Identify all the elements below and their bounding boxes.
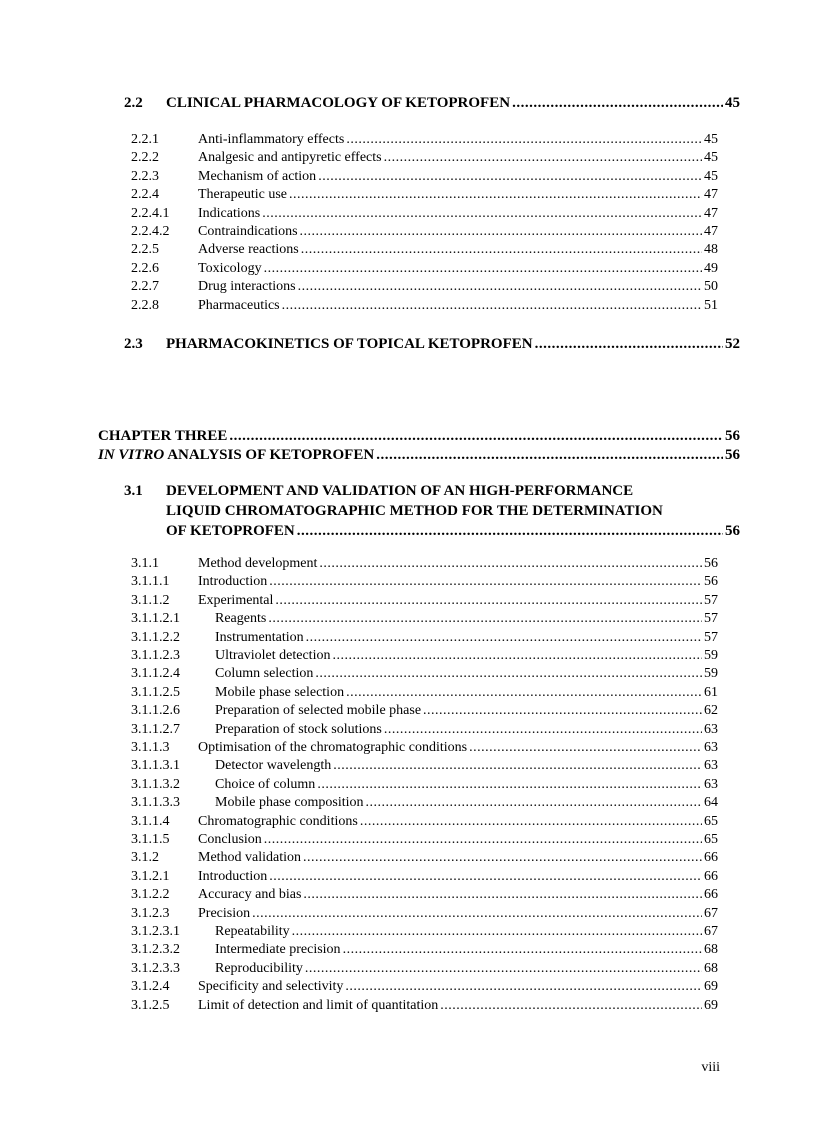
entry-number: 2.2.1 — [131, 132, 159, 147]
entry-number: 3.1.1.5 — [131, 832, 170, 847]
dot-leader — [346, 685, 702, 701]
chapter-subtitle-text: ANALYSIS OF KETOPROFEN — [164, 447, 375, 463]
section-number: 2.2 — [124, 95, 143, 111]
dot-leader — [535, 336, 723, 353]
entry-page: 67 — [704, 905, 718, 921]
entry-title: Experimental — [198, 592, 274, 608]
entry-page: 68 — [704, 960, 718, 976]
entry-title: Intermediate precision — [215, 942, 341, 958]
dot-leader — [512, 95, 723, 112]
dot-leader — [469, 740, 702, 756]
dot-leader — [319, 556, 702, 572]
dot-leader — [317, 777, 702, 793]
toc-entry[interactable] — [131, 814, 718, 831]
entry-title: Ultraviolet detection — [215, 648, 331, 663]
entry-number: 3.1.1.2.2 — [131, 629, 180, 645]
toc-entry[interactable] — [131, 961, 718, 978]
dot-leader — [264, 261, 702, 277]
dot-leader — [345, 979, 702, 995]
section-number: 3.1 — [124, 483, 143, 499]
entry-title: Specificity and selectivity — [198, 979, 344, 995]
entry-title: Chromatographic conditions — [198, 813, 358, 829]
toc-entry[interactable] — [131, 574, 718, 591]
entry-title: Preparation of stock solutions — [215, 721, 382, 737]
toc-section-3-1[interactable] — [124, 483, 740, 543]
entry-page: 66 — [704, 887, 718, 903]
toc-entry[interactable] — [131, 758, 718, 775]
section-page: 45 — [725, 95, 740, 111]
dot-leader — [282, 298, 702, 314]
dot-leader — [332, 648, 702, 664]
toc-chapter-subtitle[interactable] — [98, 447, 740, 465]
entry-number: 2.2.5 — [131, 242, 159, 258]
entry-number: 3.1.2.3.1 — [131, 924, 180, 939]
toc-entry[interactable] — [131, 942, 718, 959]
entry-title: Analgesic and antipyretic effects — [198, 150, 382, 166]
entry-number: 3.1.2 — [131, 850, 159, 866]
toc-entry[interactable] — [131, 261, 718, 278]
entry-number: 3.1.2.4 — [131, 979, 170, 995]
toc-entry[interactable] — [131, 703, 718, 720]
entry-title: Accuracy and bias — [198, 887, 302, 903]
toc-entry[interactable] — [131, 279, 718, 296]
entry-title: Method validation — [198, 850, 302, 866]
entry-page: 57 — [704, 629, 718, 645]
entry-title: Reagents — [215, 611, 267, 627]
dot-leader — [306, 630, 702, 646]
dot-leader — [440, 998, 702, 1014]
entry-page: 47 — [704, 205, 718, 221]
entry-page: 64 — [704, 795, 718, 811]
entry-title: Toxicology — [198, 260, 262, 276]
dot-leader — [384, 150, 702, 166]
dot-leader — [333, 758, 702, 774]
toc-section-2-2[interactable] — [124, 95, 740, 113]
section-page: 56 — [725, 523, 740, 539]
entry-number: 3.1.1 — [131, 556, 159, 571]
entry-number: 3.1.1.2.7 — [131, 721, 180, 737]
entry-page: 57 — [704, 592, 718, 608]
section-title-line-3: OF KETOPROFEN — [166, 523, 295, 539]
toc-entry[interactable] — [131, 298, 718, 315]
entry-page: 66 — [704, 850, 718, 866]
entry-number: 3.1.1.2.4 — [131, 666, 180, 682]
entry-number: 3.1.1.2 — [131, 592, 170, 608]
chapter-title: CHAPTER THREE — [98, 428, 228, 444]
entry-number: 2.2.6 — [131, 260, 159, 276]
entry-title: Adverse reactions — [198, 242, 299, 258]
chapter-page: 56 — [725, 428, 740, 444]
dot-leader — [300, 224, 702, 240]
entry-title: Detector wavelength — [215, 758, 332, 774]
page-number: viii — [701, 1060, 720, 1075]
entry-page: 62 — [704, 703, 718, 719]
entry-number: 3.1.1.3.2 — [131, 776, 180, 792]
entry-page: 69 — [704, 997, 718, 1013]
toc-entry[interactable] — [131, 924, 718, 941]
entry-title: Conclusion — [198, 832, 262, 847]
entry-page: 56 — [704, 574, 718, 590]
chapter-subtitle — [98, 447, 374, 464]
toc-entry[interactable] — [131, 648, 718, 665]
entry-page: 50 — [704, 279, 718, 295]
entry-number: 2.2.3 — [131, 168, 159, 184]
toc-entry[interactable] — [131, 869, 718, 886]
entry-page: 49 — [704, 260, 718, 276]
entry-title: Method development — [198, 556, 318, 571]
entry-number: 3.1.1.3.3 — [131, 795, 180, 811]
entry-number: 2.2.4.2 — [131, 224, 170, 239]
entry-page: 59 — [704, 666, 718, 682]
entry-number: 2.2.2 — [131, 150, 159, 166]
section-title: PHARMACOKINETICS OF TOPICAL KETOPROFEN — [166, 336, 533, 352]
entry-title: Anti-inflammatory effects — [198, 132, 345, 147]
toc-entry[interactable] — [131, 206, 718, 223]
entry-number: 2.2.4 — [131, 187, 159, 203]
dot-leader — [268, 611, 702, 627]
entry-page: 65 — [704, 832, 718, 847]
section-page: 52 — [725, 336, 740, 352]
entry-title: Precision — [198, 905, 251, 921]
entry-number: 3.1.2.3.2 — [131, 942, 180, 958]
entry-page: 68 — [704, 942, 718, 958]
toc-entry[interactable] — [131, 150, 718, 167]
dot-leader — [305, 961, 702, 977]
entry-title: Instrumentation — [215, 629, 304, 645]
entry-title: Introduction — [198, 574, 268, 590]
entry-number: 3.1.2.5 — [131, 997, 170, 1013]
toc-entry[interactable] — [131, 850, 718, 867]
entry-page: 47 — [704, 224, 718, 239]
dot-leader — [423, 703, 702, 719]
section-title-line-1: DEVELOPMENT AND VALIDATION OF AN HIGH-PERFORMANCE — [166, 483, 634, 499]
toc-section-2-3[interactable] — [124, 336, 740, 354]
toc-entry[interactable] — [131, 556, 718, 573]
toc-chapter-three[interactable] — [98, 428, 740, 446]
entry-page: 67 — [704, 924, 718, 939]
entry-number: 3.1.1.2.5 — [131, 684, 180, 700]
entry-page: 51 — [704, 297, 718, 313]
entry-number: 2.2.7 — [131, 279, 159, 295]
toc-entry[interactable] — [131, 998, 718, 1015]
entry-title: Mobile phase selection — [215, 684, 345, 700]
entry-page: 66 — [704, 868, 718, 884]
dot-leader — [262, 206, 702, 222]
entry-title: Pharmaceutics — [198, 297, 280, 313]
toc-entry[interactable] — [131, 979, 718, 996]
entry-title: Indications — [198, 205, 261, 221]
entry-page: 45 — [704, 150, 718, 166]
entry-page: 69 — [704, 979, 718, 995]
dot-leader — [303, 850, 702, 866]
entry-number: 3.1.2.3 — [131, 905, 170, 921]
entry-title: Repeatability — [215, 924, 290, 939]
dot-leader — [264, 832, 702, 848]
dot-leader — [298, 279, 702, 295]
entry-title: Therapeutic use — [198, 187, 288, 203]
dot-leader — [346, 132, 702, 148]
toc-entry[interactable] — [131, 630, 718, 647]
dot-leader — [297, 523, 723, 540]
entry-title: Mechanism of action — [198, 168, 317, 184]
entry-page: 59 — [704, 648, 718, 663]
entry-page: 48 — [704, 242, 718, 258]
toc-entry[interactable] — [131, 242, 718, 259]
entry-number: 3.1.2.2 — [131, 887, 170, 903]
entry-number: 3.1.1.1 — [131, 574, 170, 590]
section-title-line-2: LIQUID CHROMATOGRAPHIC METHOD FOR THE DETERMINATION — [166, 503, 663, 519]
entry-page: 47 — [704, 187, 718, 203]
toc-entry[interactable] — [131, 777, 718, 794]
entry-title: Column selection — [215, 666, 314, 682]
entry-title: Optimisation of the chromatographic conditions — [198, 740, 468, 755]
toc-entry[interactable] — [131, 169, 718, 186]
toc-entry[interactable] — [131, 906, 718, 923]
dot-leader — [292, 924, 702, 940]
entry-title: Mobile phase composition — [215, 795, 364, 811]
entry-page: 45 — [704, 168, 718, 184]
entry-page: 65 — [704, 813, 718, 829]
dot-leader — [252, 906, 702, 922]
entry-page: 57 — [704, 611, 718, 627]
toc-entry[interactable] — [131, 593, 718, 610]
dot-leader — [275, 593, 702, 609]
entry-title: Introduction — [198, 868, 268, 884]
entry-page: 56 — [704, 556, 718, 571]
dot-leader — [376, 447, 723, 464]
chapter-subtitle-italic: IN VITRO — [98, 447, 165, 463]
entry-number: 3.1.2.3.3 — [131, 960, 180, 976]
dot-leader — [315, 666, 702, 682]
toc-entry[interactable] — [131, 740, 718, 757]
toc-entry[interactable] — [131, 187, 718, 204]
entry-page: 63 — [704, 721, 718, 737]
entry-number: 3.1.1.2.6 — [131, 703, 180, 719]
entry-page: 45 — [704, 132, 718, 147]
entry-number: 2.2.4.1 — [131, 205, 170, 221]
dot-leader — [269, 869, 702, 885]
section-title: CLINICAL PHARMACOLOGY OF KETOPROFEN — [166, 95, 511, 111]
entry-number: 3.1.1.3 — [131, 740, 170, 755]
entry-page: 63 — [704, 758, 718, 774]
entry-number: 3.1.1.4 — [131, 813, 170, 829]
toc-entry[interactable] — [131, 795, 718, 812]
dot-leader — [360, 814, 702, 830]
section-number: 2.3 — [124, 336, 143, 352]
chapter-subtitle-page: 56 — [725, 447, 740, 463]
dot-leader — [318, 169, 702, 185]
dot-leader — [229, 428, 723, 445]
entry-number: 3.1.2.1 — [131, 868, 170, 884]
entry-number: 2.2.8 — [131, 297, 159, 313]
entry-number: 3.1.1.3.1 — [131, 758, 180, 774]
toc-entry[interactable] — [131, 611, 718, 628]
dot-leader — [343, 942, 702, 958]
dot-leader — [303, 887, 702, 903]
entry-page: 63 — [704, 740, 718, 755]
entry-title: Limit of detection and limit of quantitation — [198, 997, 439, 1013]
toc-entry[interactable] — [131, 132, 718, 149]
dot-leader — [301, 242, 702, 258]
entry-title: Reproducibility — [215, 960, 303, 976]
toc-entry[interactable] — [131, 224, 718, 241]
entry-number: 3.1.1.2.3 — [131, 648, 180, 663]
entry-page: 61 — [704, 684, 718, 700]
entry-title: Drug interactions — [198, 279, 296, 295]
entry-page: 63 — [704, 776, 718, 792]
dot-leader — [289, 187, 702, 203]
entry-number: 3.1.1.2.1 — [131, 611, 180, 627]
toc-entry[interactable] — [131, 832, 718, 849]
entry-title: Choice of column — [215, 776, 316, 792]
entry-title: Preparation of selected mobile phase — [215, 703, 422, 719]
entry-title: Contraindications — [198, 224, 298, 239]
dot-leader — [269, 574, 702, 590]
toc-entry[interactable] — [131, 666, 718, 683]
toc-entry[interactable] — [131, 685, 718, 702]
dot-leader — [366, 795, 702, 811]
dot-leader — [384, 722, 702, 738]
toc-entry[interactable] — [131, 722, 718, 739]
toc-entry[interactable] — [131, 887, 718, 904]
